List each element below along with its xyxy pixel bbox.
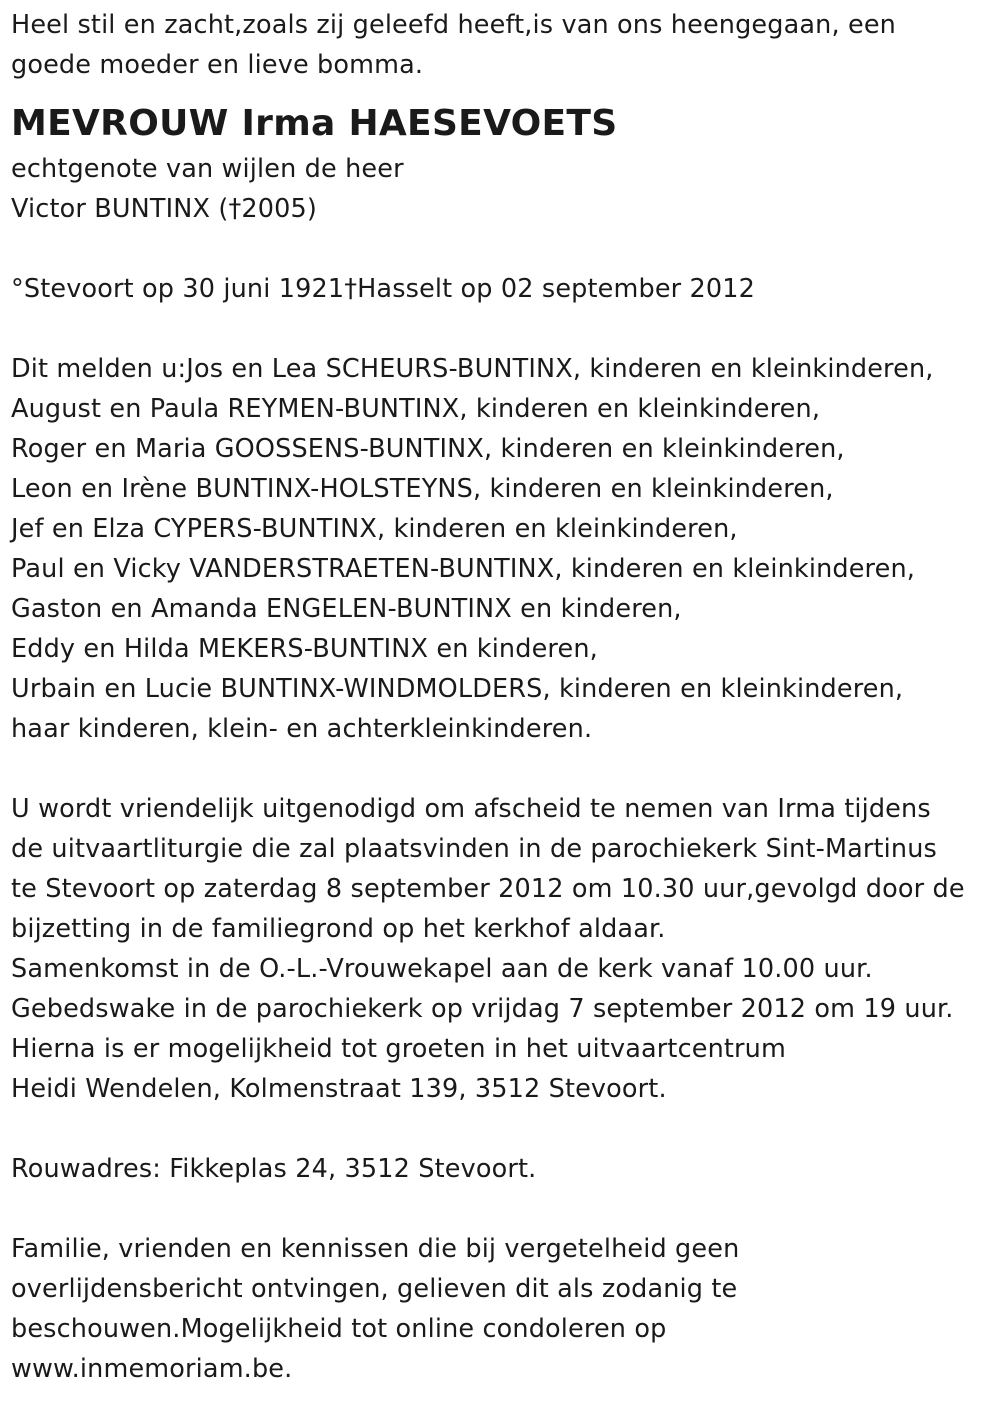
- spouse-paragraph: [11, 149, 990, 229]
- ceremony-line: Gebedswake in de parochiekerk op vrijdag 7 september 2012 om 19 uur.: [11, 994, 954, 1024]
- closing-line: www.inmemoriam.be.: [11, 1354, 293, 1384]
- closing-paragraph: [11, 1229, 990, 1389]
- spouse-line: echtgenote van wijlen de heer: [11, 154, 404, 184]
- closing-line: beschouwen.Mogelijkheid tot online condoleren op: [11, 1314, 667, 1344]
- deceased-name: MEVROUW Irma HAESEVOETS: [11, 103, 618, 144]
- spouse-line: Victor BUNTINX (†2005): [11, 194, 318, 224]
- spacer: [11, 309, 990, 349]
- spacer: [11, 1109, 990, 1149]
- mourning-address: Rouwadres: Fikkeplas 24, 3512 Stevoort.: [11, 1154, 537, 1184]
- spacer: [11, 749, 990, 789]
- family-line: Paul en Vicky VANDERSTRAETEN-BUNTINX, kinderen en kleinkinderen,: [11, 554, 916, 584]
- ceremony-line: de uitvaartliturgie die zal plaatsvinden in de parochiekerk Sint-Martinus: [11, 834, 937, 864]
- family-line: Jef en Elza CYPERS-BUNTINX, kinderen en kleinkinderen,: [11, 514, 738, 544]
- family-list: [11, 349, 990, 749]
- ceremony-line: Samenkomst in de O.-L.-Vrouwekapel aan de kerk vanaf 10.00 uur.: [11, 954, 873, 984]
- intro-line: Heel stil en zacht,zoals zij geleefd heeft,is van ons heengegaan, een: [11, 10, 896, 40]
- birth-death-dates: °Stevoort op 30 juni 1921†Hasselt op 02 september 2012: [11, 274, 756, 304]
- spacer: [11, 229, 990, 269]
- family-line: Urbain en Lucie BUNTINX-WINDMOLDERS, kinderen en kleinkinderen,: [11, 674, 904, 704]
- ceremony-line: Hierna is er mogelijkheid tot groeten in het uitvaartcentrum: [11, 1034, 786, 1064]
- family-line: Gaston en Amanda ENGELEN-BUNTINX en kinderen,: [11, 594, 682, 624]
- ceremony-paragraph: [11, 789, 990, 1109]
- ceremony-line: U wordt vriendelijk uitgenodigd om afscheid te nemen van Irma tijdens: [11, 794, 931, 824]
- intro-paragraph: [11, 5, 990, 85]
- ceremony-line: Heidi Wendelen, Kolmenstraat 139, 3512 Stevoort.: [11, 1074, 667, 1104]
- closing-line: Familie, vrienden en kennissen die bij vergetelheid geen: [11, 1234, 740, 1264]
- family-line: Roger en Maria GOOSSENS-BUNTINX, kinderen en kleinkinderen,: [11, 434, 845, 464]
- family-line: August en Paula REYMEN-BUNTINX, kinderen en kleinkinderen,: [11, 394, 821, 424]
- spacer: [11, 1189, 990, 1229]
- family-line: haar kinderen, klein- en achterkleinkinderen.: [11, 714, 593, 744]
- ceremony-line: bijzetting in de familiegrond op het kerkhof aldaar.: [11, 914, 666, 944]
- intro-line: goede moeder en lieve bomma.: [11, 50, 424, 80]
- family-line: Dit melden u:Jos en Lea SCHEURS-BUNTINX, kinderen en kleinkinderen,: [11, 354, 934, 384]
- closing-line: overlijdensbericht ontvingen, gelieven dit als zodanig te: [11, 1274, 738, 1304]
- family-line: Eddy en Hilda MEKERS-BUNTINX en kinderen,: [11, 634, 598, 664]
- ceremony-line: te Stevoort op zaterdag 8 september 2012 om 10.30 uur,gevolgd door de: [11, 874, 965, 904]
- family-line: Leon en Irène BUNTINX-HOLSTEYNS, kinderen en kleinkinderen,: [11, 474, 834, 504]
